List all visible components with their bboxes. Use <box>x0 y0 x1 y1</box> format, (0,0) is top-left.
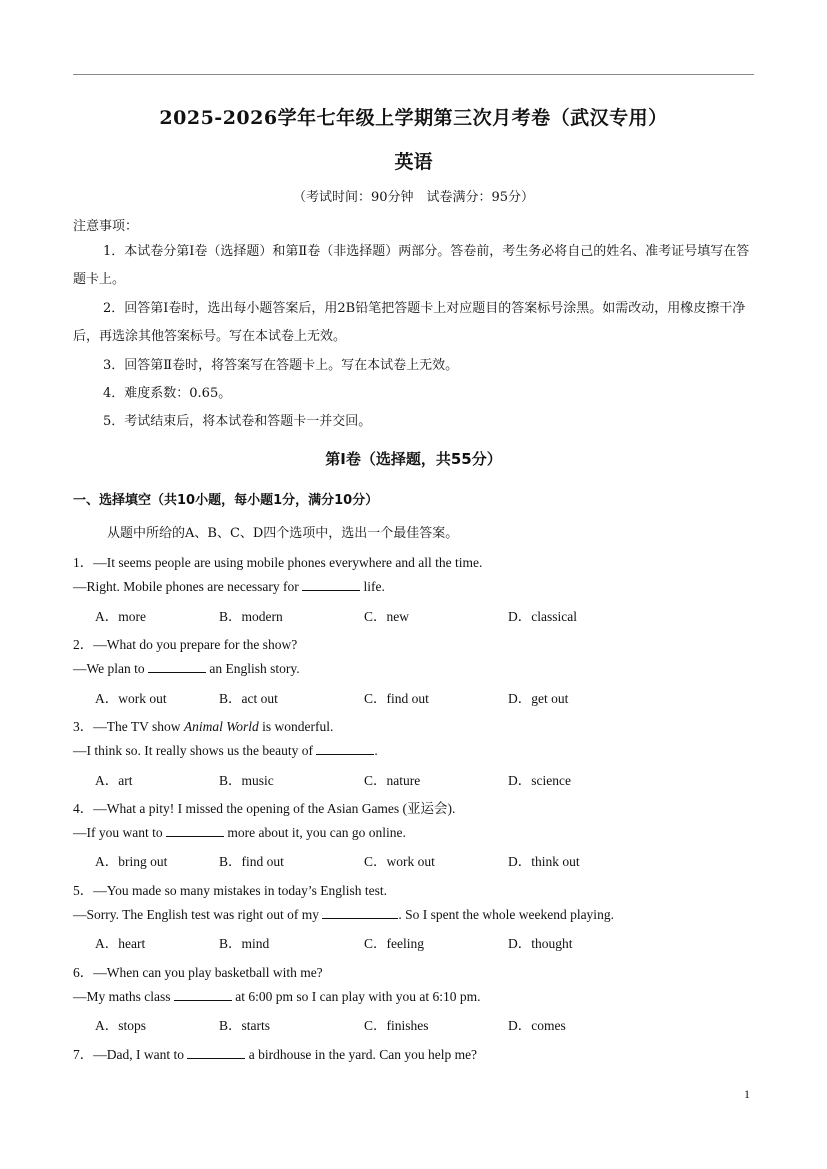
answer-blank <box>302 578 360 591</box>
question-6-reply: —My maths class at 6:00 pm so I can play with you at 6:10 pm. <box>73 989 481 1004</box>
question-5-options <box>95 932 695 950</box>
option-b: B．act out <box>219 691 278 706</box>
answer-blank <box>187 1046 245 1059</box>
option-a: A．stops <box>95 1018 147 1033</box>
exam-title: 2025-2026学年七年级上学期第三次月考卷（武汉专用） <box>159 107 668 129</box>
option-d: D．comes <box>508 1018 566 1033</box>
option-c: C．find out <box>364 691 429 706</box>
answer-blank <box>322 906 398 919</box>
option-d: D．thought <box>508 936 573 951</box>
option-c: C．finishes <box>364 1018 429 1033</box>
option-c: C．nature <box>364 773 421 788</box>
note-item: 3．回答第Ⅱ卷时，将答案写在答题卡上。写在本试卷上无效。 <box>103 358 459 373</box>
option-a: A．work out <box>95 691 167 706</box>
note-item: 2．回答第Ⅰ卷时，选出每小题答案后，用2B铅笔把答题卡上对应题目的答案标号涂黑。如需改动，用橡皮擦干净后，再选涂其他答案标号。写在本试卷上无效。 <box>73 301 746 344</box>
option-b: B．modern <box>219 609 283 624</box>
note-item: 5．考试结束后，将本试卷和答题卡一并交回。 <box>103 414 372 429</box>
question-4-options <box>95 850 695 868</box>
question-4-reply: —If you want to more about it, you can go online. <box>73 825 406 840</box>
header-rule <box>73 74 754 75</box>
question-2-options <box>95 687 695 705</box>
question-3-options <box>95 769 695 787</box>
answer-blank <box>174 988 232 1001</box>
option-a: A．bring out <box>95 854 168 869</box>
note-item: 1．本试卷分第Ⅰ卷（选择题）和第Ⅱ卷（非选择题）两部分。答卷前，考生务必将自己的姓名、准考证号填写在答题卡上。 <box>73 244 750 287</box>
question-1-reply: —Right. Mobile phones are necessary for life. <box>73 579 385 594</box>
answer-blank <box>316 742 374 755</box>
subject-title: 英语 <box>394 151 433 173</box>
option-c: C．new <box>364 609 409 624</box>
option-d: D．get out <box>508 691 569 706</box>
question-1-prompt: 1．—It seems people are using mobile phones everywhere and all the time. <box>73 555 483 570</box>
question-3-prompt: 3．—The TV show Animal World is wonderful. <box>73 719 334 734</box>
question-6-options <box>95 1014 695 1032</box>
option-d: D．science <box>508 773 571 788</box>
page-number: 1 <box>744 1087 750 1101</box>
question-6-prompt: 6．—When can you play basketball with me? <box>73 965 323 980</box>
option-c: C．feeling <box>364 936 424 951</box>
question-2-reply: —We plan to an English story. <box>73 661 300 676</box>
option-d: D．think out <box>508 854 580 869</box>
note-item: 4．难度系数：0.65。 <box>103 386 232 401</box>
option-a: A．art <box>95 773 133 788</box>
question-1-options <box>95 605 695 623</box>
option-a: A．more <box>95 609 146 624</box>
option-b: B．find out <box>219 854 284 869</box>
option-b: B．mind <box>219 936 270 951</box>
notes-title: 注意事项： <box>73 219 139 234</box>
section-title: 一、选择填空（共10小题，每小题1分，满分10分） <box>73 493 379 508</box>
exam-info: （考试时间：90分钟 试卷满分：95分） <box>292 190 535 205</box>
question-5-reply: —Sorry. The English test was right out of my . So I spent the whole weekend playing. <box>73 907 614 922</box>
option-d: D．classical <box>508 609 577 624</box>
question-7-prompt: 7．—Dad, I want to a birdhouse in the yard. Can you help me? <box>73 1047 478 1062</box>
option-b: B．music <box>219 773 274 788</box>
answer-blank <box>148 660 206 673</box>
question-3-reply: —I think so. It really shows us the beauty of . <box>73 743 378 758</box>
question-5-prompt: 5．—You made so many mistakes in today’s English test. <box>73 883 387 898</box>
option-a: A．heart <box>95 936 146 951</box>
option-c: C．work out <box>364 854 435 869</box>
answer-blank <box>166 824 224 837</box>
section-instruction: 从题中所给的A、B、C、D四个选项中，选出一个最佳答案。 <box>107 526 459 541</box>
question-4-prompt: 4．—What a pity! I missed the opening of the Asian Games (亚运会). <box>73 801 456 816</box>
option-b: B．starts <box>219 1018 271 1033</box>
show-title: Animal World <box>183 719 259 734</box>
part-title: 第Ⅰ卷（选择题，共55分） <box>325 450 502 468</box>
question-2-prompt: 2．—What do you prepare for the show? <box>73 637 298 652</box>
